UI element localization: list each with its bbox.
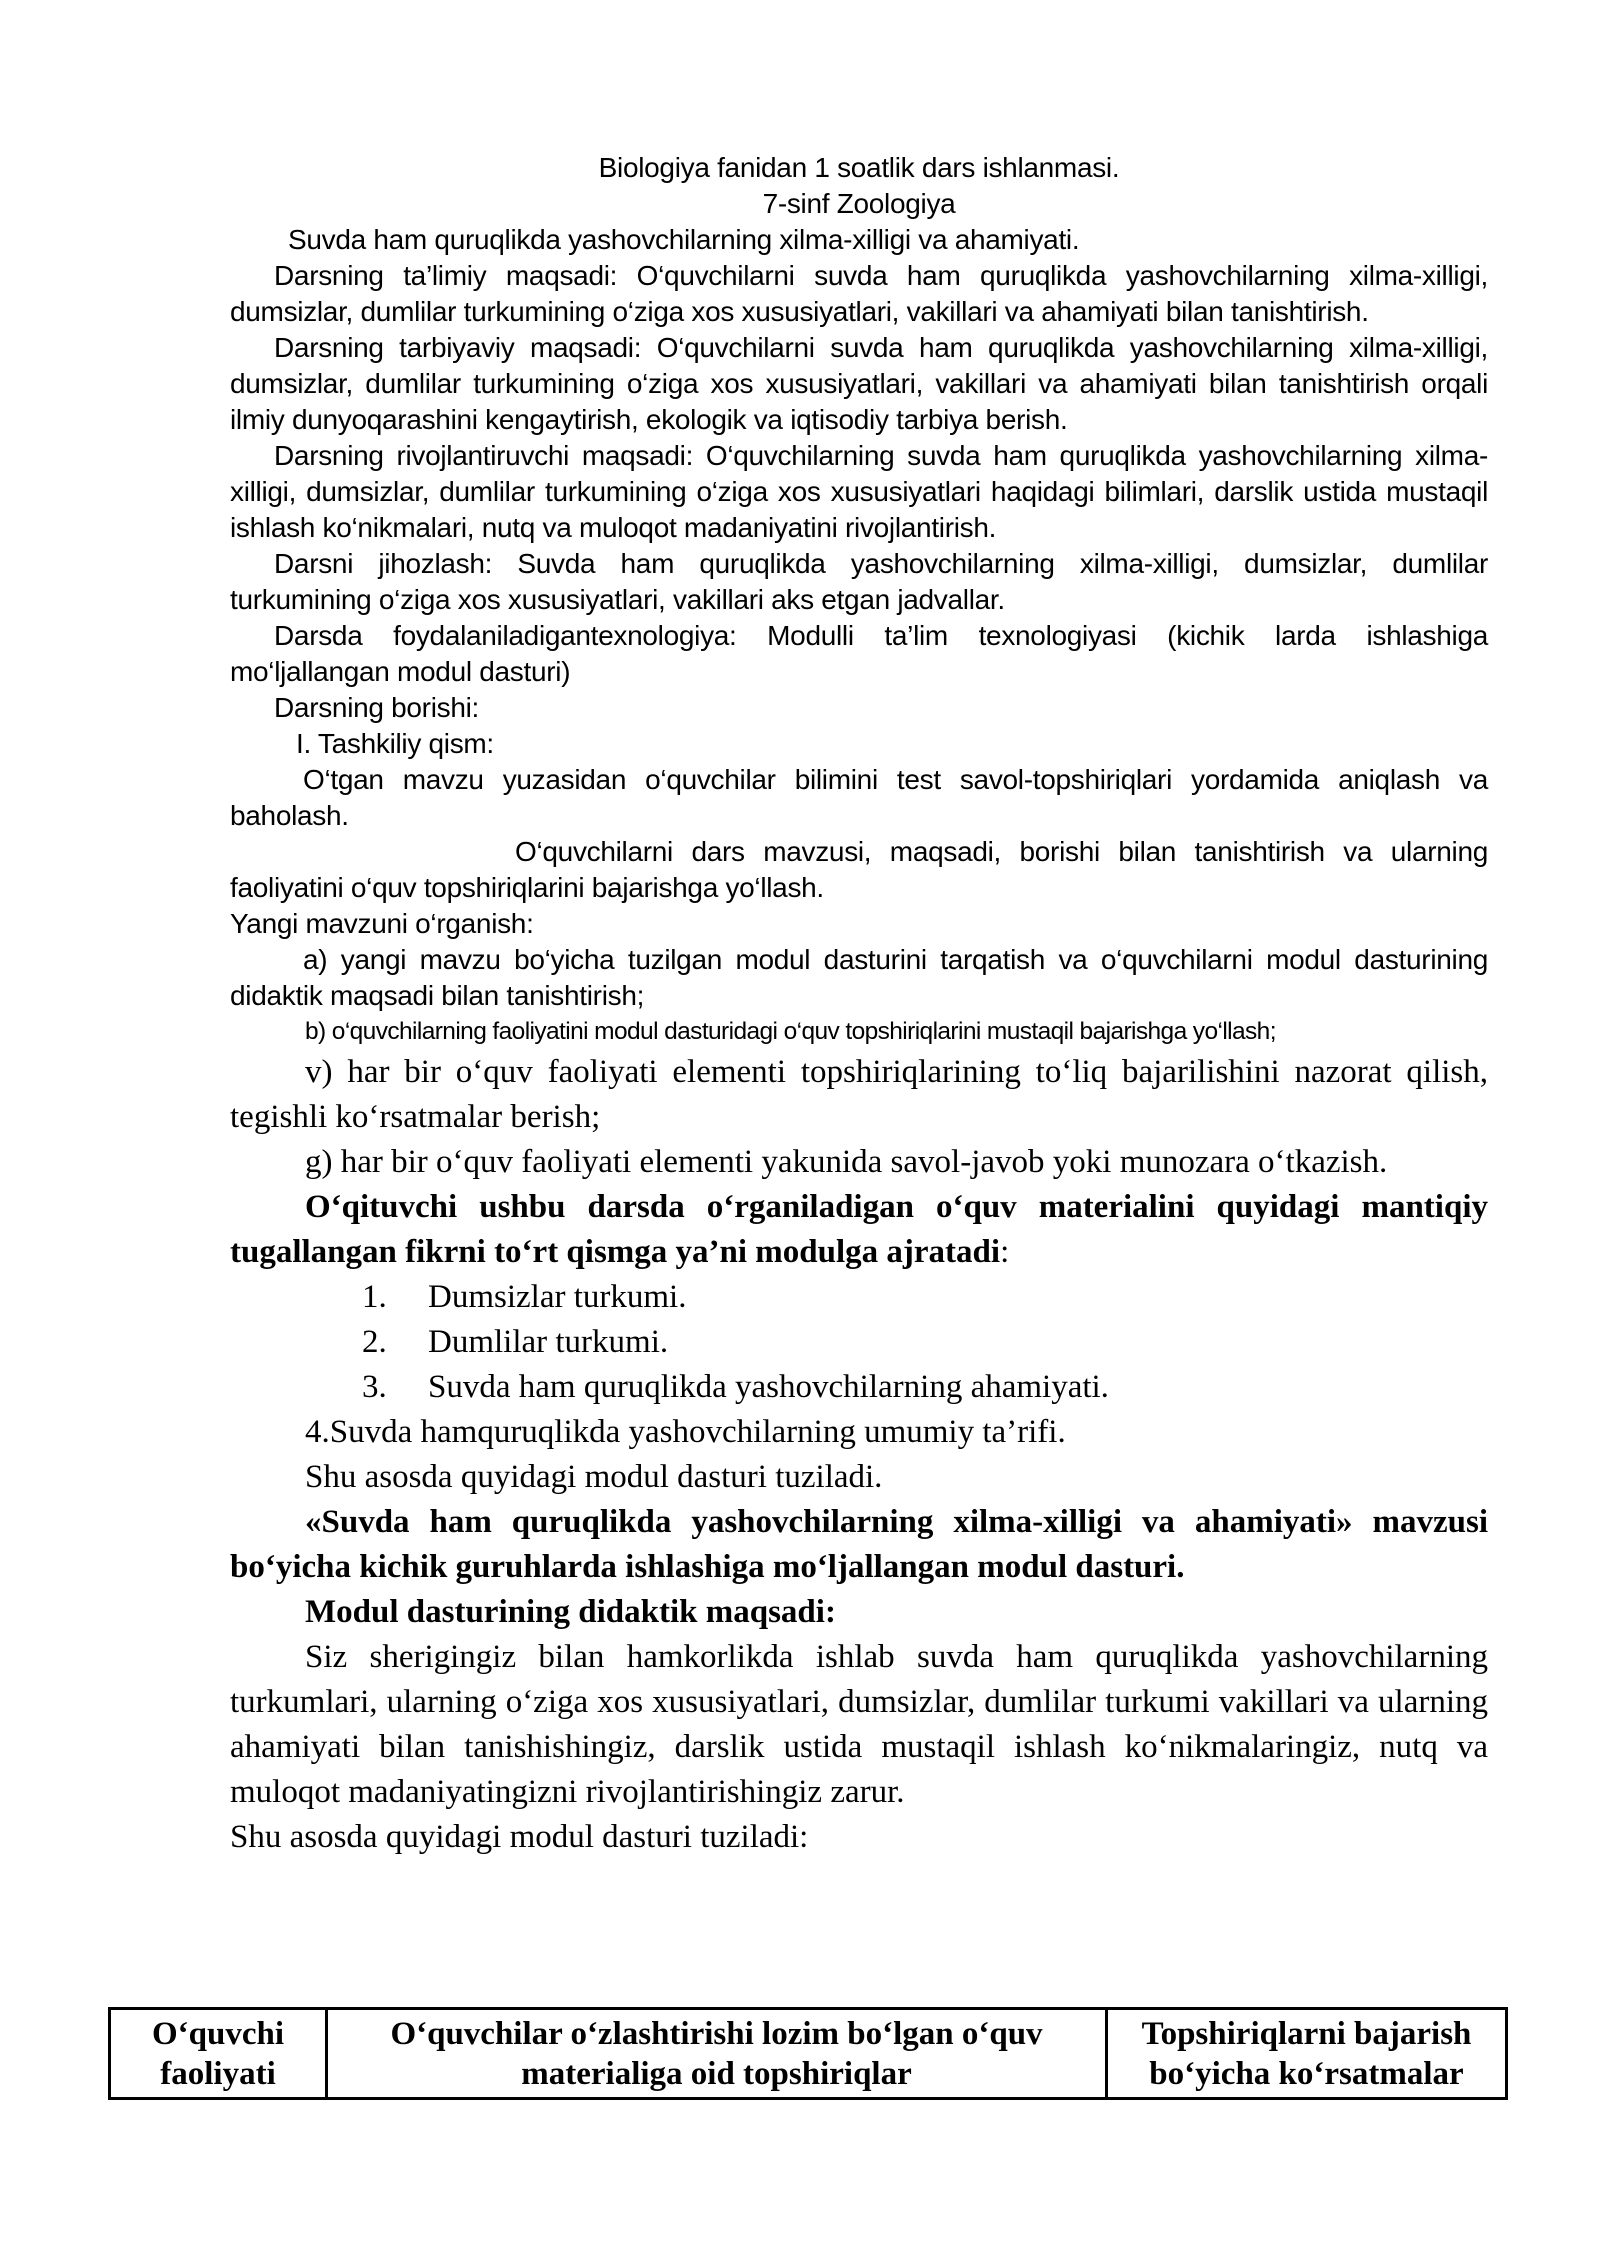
- table-header-task-instructions: Topshiriqlarni bajarish bo‘yicha ko‘rsatmalar: [1107, 2009, 1507, 2099]
- item-a-paragraph: a) yangi mavzu bo‘yicha tuzilgan modul dasturini tarqatish va o‘quvchilarni modul dasturining didaktik maqsadi bilan tanishtirish;: [230, 944, 1488, 1011]
- list-number: 3.: [362, 1369, 387, 1405]
- module-program-table: [108, 2007, 1508, 2100]
- educational-goal-paragraph: Darsning ta’limiy maqsadi: O‘quvchilarni suvda ham quruqlikda yashovchilarning xilma-xilligi, dumsizlar, dumlilar turkumining o‘ziga xos xususiyatlari, vakillari va ahamiyati bilan tanishtirish.: [230, 260, 1488, 327]
- module-list-item-1: [230, 1275, 1488, 1320]
- new-topic-heading: Yangi mavzuni o‘rganish:: [230, 908, 534, 939]
- developing-goal-paragraph: Darsning rivojlantiruvchi maqsadi: O‘quvchilarning suvda ham quruqlikda yashovchilarning xilma-xilligi, dumsizlar, dumlilar turkumining o‘ziga xos xususiyatlari haqidagi bilimlari, darslik ustida mustaqil ishlash ko‘nikmalari, nutq va muloqot madaniyatini rivojlantirish.: [230, 440, 1488, 543]
- lesson-technology-paragraph: Darsda foydalaniladigantexnologiya: Modulli ta’lim texnologiyasi (kichik larda ishlashiga mo‘ljallangan modul dasturi): [230, 620, 1488, 687]
- orientation-paragraph: O‘quvchilarni dars mavzusi, maqsadi, borishi bilan tanishtirish va ularning faoliyatini o‘quv topshiriqlarini bajarishga yo‘llash.: [230, 836, 1488, 903]
- module-program-title: «Suvda ham quruqlikda yashovchilarning xilma-xilligi va ahamiyati» mavzusi bo‘yicha kichik guruhlarda ishlashiga mo‘ljallangan modul dasturi.: [230, 1504, 1488, 1585]
- table-header-row: [110, 2009, 1507, 2099]
- module-split-text: O‘qituvchi ushbu darsda o‘rganiladigan o‘quv materialini quyidagi mantiqiy tugallangan fikrni to‘rt qismga ya’ni modulga ajratadi: [230, 1189, 1488, 1270]
- list-number: 1.: [362, 1279, 387, 1315]
- module-basis-paragraph: Shu asosda quyidagi modul dasturi tuziladi.: [305, 1459, 883, 1495]
- module-list-item-3: [230, 1365, 1488, 1410]
- doc-title: Biologiya fanidan 1 soatlik dars ishlanmasi.: [598, 152, 1120, 183]
- lesson-topic: Suvda ham quruqlikda yashovchilarning xilma-xilligi va ahamiyati.: [288, 224, 1080, 255]
- module-list-item-4: 4.Suvda hamquruqlikda yashovchilarning umumiy ta’rifi.: [305, 1414, 1066, 1450]
- organizational-part-heading: I. Tashkiliy qism:: [296, 728, 494, 759]
- list-number: 2.: [362, 1324, 387, 1360]
- assessment-paragraph: O‘tgan mavzu yuzasidan o‘quvchilar bilimini test savol-topshiriqlari yordamida aniqlash va baholash.: [230, 764, 1488, 831]
- item-g-paragraph: g) har bir o‘quv faoliyati elementi yakunida savol-javob yoki munozara o‘tkazish.: [305, 1144, 1388, 1180]
- module-basis-paragraph-2: Shu asosda quyidagi modul dasturi tuziladi:: [230, 1819, 809, 1855]
- upbringing-goal-paragraph: Darsning tarbiyaviy maqsadi: O‘quvchilarni suvda ham quruqlikda yashovchilarning xilma-xilligi, dumsizlar, dumlilar turkumining o‘ziga xos xususiyatlari, vakillari va ahamiyati bilan tanishtirish orqali ilmiy dunyoqarashini kengaytirish, ekologik va iqtisodiy tarbiya berish.: [230, 332, 1488, 435]
- didactic-goal-paragraph: Siz sherigingiz bilan hamkorlikda ishlab suvda ham quruqlikda yashovchilarning turkumlari, ularning o‘ziga xos xususiyatlari, dumsizlar, dumlilar turkumi vakillari va ularning ahamiyati bilan tanishishingiz, darslik ustida mustaqil ishlash ko‘nikmalaringiz, nutq va muloqot madaniyatingizni rivojlantirishingiz zarur.: [230, 1639, 1488, 1810]
- table-header-student-activity: O‘quvchi faoliyati: [110, 2009, 327, 2099]
- list-text: Dumsizlar turkumi.: [428, 1279, 687, 1315]
- item-v-paragraph: v) har bir o‘quv faoliyati elementi topshiriqlarining to‘liq bajarilishini nazorat qilish, tegishli ko‘rsatmalar berish;: [230, 1054, 1488, 1135]
- lesson-equipment-paragraph: Darsni jihozlash: Suvda ham quruqlikda yashovchilarning xilma-xilligi, dumsizlar, dumlilar turkumining o‘ziga xos xususiyatlari, vakillari aks etgan jadvallar.: [230, 548, 1488, 615]
- module-list-item-2: [230, 1320, 1488, 1365]
- module-split-colon: :: [1000, 1234, 1010, 1270]
- doc-subtitle: 7-sinf Zoologiya: [762, 188, 956, 219]
- table-header-learning-material: O‘quvchilar o‘zlashtirishi lozim bo‘lgan o‘quv materialiga oid topshiriqlar: [327, 2009, 1107, 2099]
- list-text: Suvda ham quruqlikda yashovchilarning ahamiyati.: [428, 1369, 1109, 1405]
- list-text: Dumlilar turkumi.: [428, 1324, 669, 1360]
- lesson-flow-heading: Darsning borishi:: [274, 692, 479, 723]
- item-b-paragraph: b) o‘quvchilarning faoliyatini modul dasturidagi o‘quv topshiriqlarini mustaqil bajarishga yo‘llash;: [305, 1018, 1276, 1045]
- didactic-goal-heading: Modul dasturining didaktik maqsadi:: [305, 1594, 836, 1630]
- module-split-paragraph: [230, 1185, 1488, 1275]
